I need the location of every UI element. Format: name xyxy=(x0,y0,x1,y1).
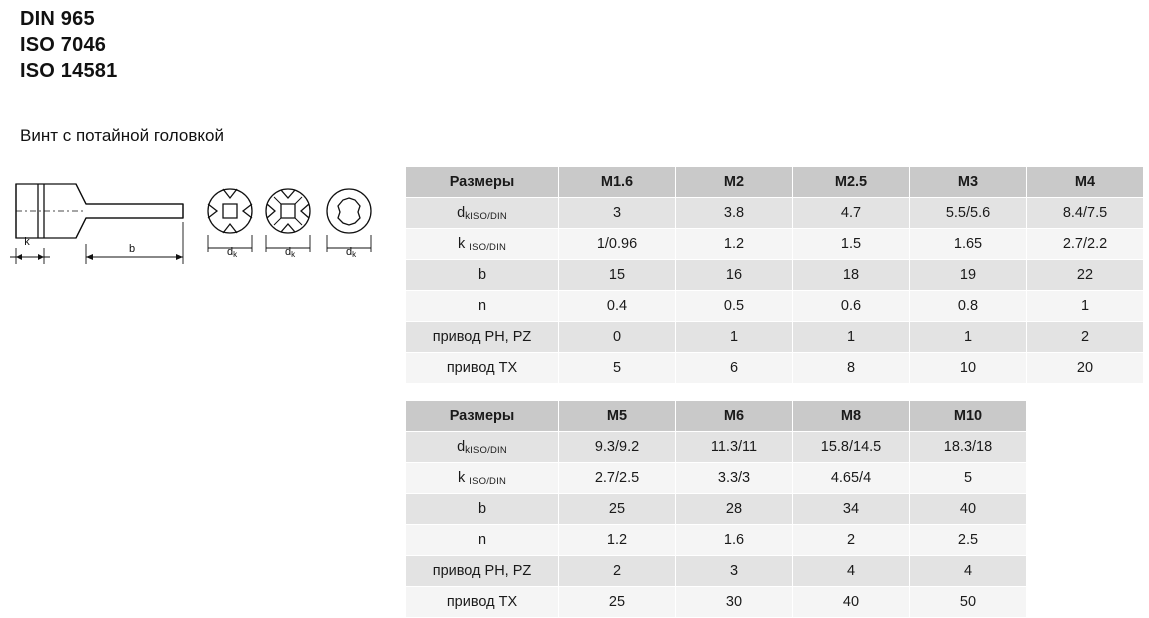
table-row xyxy=(406,291,1144,322)
table1-row0-col2: 4.7 xyxy=(793,198,910,229)
table-row xyxy=(406,322,1144,353)
table2-row5-col3: 50 xyxy=(910,587,1027,618)
table-row xyxy=(406,229,1144,260)
table1-row2-col4: 22 xyxy=(1027,260,1144,291)
table2-row2-col0: 25 xyxy=(559,494,676,525)
table1-row2-col2: 18 xyxy=(793,260,910,291)
table1-row3-col1: 0.5 xyxy=(676,291,793,322)
table1-row2-col1: 16 xyxy=(676,260,793,291)
table-row xyxy=(406,260,1144,291)
table1-row2-col0: 15 xyxy=(559,260,676,291)
table2-row3-col0: 1.2 xyxy=(559,525,676,556)
countersunk-screw-side-view xyxy=(16,184,183,238)
standard-din965: DIN 965 xyxy=(20,8,95,30)
dimension-label-b: b xyxy=(128,243,136,255)
table1-row4-col3: 1 xyxy=(910,322,1027,353)
table1-row2-label: b xyxy=(406,260,559,291)
table-header-row xyxy=(406,401,1027,432)
table-row xyxy=(406,494,1027,525)
spec-table-1 xyxy=(405,166,1144,384)
table-row xyxy=(406,198,1144,229)
table1-header-m2: M2 xyxy=(676,167,793,198)
table2-row1-col1: 3.3/3 xyxy=(676,463,793,494)
table1-row4-col4: 2 xyxy=(1027,322,1144,353)
drawing-svg xyxy=(8,160,393,280)
screw-technical-drawing xyxy=(8,160,393,280)
table-row xyxy=(406,432,1027,463)
spec-table-2 xyxy=(405,400,1027,618)
table2-header-m6: M6 xyxy=(676,401,793,432)
spec-table-2-wrapper xyxy=(405,400,1027,618)
table1-row5-col0: 5 xyxy=(559,353,676,384)
table1-row3-col0: 0.4 xyxy=(559,291,676,322)
table1-row5-label: привод TX xyxy=(406,353,559,384)
table2-header-m10: M10 xyxy=(910,401,1027,432)
dimension-label-k: k xyxy=(24,236,30,248)
phillips-drive-head xyxy=(208,189,252,233)
table2-row3-col2: 2 xyxy=(793,525,910,556)
table2-row3-col1: 1.6 xyxy=(676,525,793,556)
table2-header-m5: M5 xyxy=(559,401,676,432)
table2-row4-col0: 2 xyxy=(559,556,676,587)
table-row xyxy=(406,463,1027,494)
table2-row5-col2: 40 xyxy=(793,587,910,618)
table2-row3-label: n xyxy=(406,525,559,556)
standard-iso7046: ISO 7046 xyxy=(20,34,107,56)
table2-row5-col0: 25 xyxy=(559,587,676,618)
table2-row1-col3: 5 xyxy=(910,463,1027,494)
table1-row3-col2: 0.6 xyxy=(793,291,910,322)
table1-header-m1-6: M1.6 xyxy=(559,167,676,198)
table1-row5-col2: 8 xyxy=(793,353,910,384)
table2-row4-col3: 4 xyxy=(910,556,1027,587)
table1-row4-label: привод PH, PZ xyxy=(406,322,559,353)
table1-row1-col1: 1.2 xyxy=(676,229,793,260)
page-subtitle: Винт с потайной головкой xyxy=(20,126,224,145)
table2-row4-col2: 4 xyxy=(793,556,910,587)
table-row xyxy=(406,556,1027,587)
table2-row4-label: привод PH, PZ xyxy=(406,556,559,587)
table-row xyxy=(406,525,1027,556)
table2-row0-col0: 9.3/9.2 xyxy=(559,432,676,463)
spec-table-1-wrapper xyxy=(405,166,1144,384)
torx-drive-head xyxy=(327,189,371,233)
table2-row1-col2: 4.65/4 xyxy=(793,463,910,494)
table1-row0-col1: 3.8 xyxy=(676,198,793,229)
table2-row0-label: dkISO/DIN xyxy=(406,432,559,463)
table1-row0-col4: 8.4/7.5 xyxy=(1027,198,1144,229)
table2-header-m8: M8 xyxy=(793,401,910,432)
table1-row1-col2: 1.5 xyxy=(793,229,910,260)
table1-row4-col0: 0 xyxy=(559,322,676,353)
table2-row1-label: k ISO/DIN xyxy=(406,463,559,494)
table1-header-m3: M3 xyxy=(910,167,1027,198)
table1-row4-col1: 1 xyxy=(676,322,793,353)
table1-row3-label: n xyxy=(406,291,559,322)
table1-header-m2-5: M2.5 xyxy=(793,167,910,198)
pozidriv-drive-head xyxy=(266,189,310,233)
table1-row1-col0: 1/0.96 xyxy=(559,229,676,260)
table1-row5-col4: 20 xyxy=(1027,353,1144,384)
table1-row5-col3: 10 xyxy=(910,353,1027,384)
table-header-row xyxy=(406,167,1144,198)
table1-row1-col3: 1.65 xyxy=(910,229,1027,260)
dimension-label-dk-2: dk xyxy=(285,246,296,259)
table2-row1-col0: 2.7/2.5 xyxy=(559,463,676,494)
table2-header-dimensions: Размеры xyxy=(406,401,559,432)
table1-header-dimensions: Размеры xyxy=(406,167,559,198)
table1-row1-label: k ISO/DIN xyxy=(406,229,559,260)
table-row xyxy=(406,353,1144,384)
table2-row0-col1: 11.3/11 xyxy=(676,432,793,463)
table1-row0-label: dkISO/DIN xyxy=(406,198,559,229)
table1-row1-col4: 2.7/2.2 xyxy=(1027,229,1144,260)
table1-row0-col0: 3 xyxy=(559,198,676,229)
table1-row3-col3: 0.8 xyxy=(910,291,1027,322)
dimension-label-dk-3: dk xyxy=(346,246,357,259)
table1-row3-col4: 1 xyxy=(1027,291,1144,322)
table2-row2-col1: 28 xyxy=(676,494,793,525)
table2-row4-col1: 3 xyxy=(676,556,793,587)
table1-row5-col1: 6 xyxy=(676,353,793,384)
standards-list xyxy=(20,6,117,84)
table2-row5-col1: 30 xyxy=(676,587,793,618)
table-row xyxy=(406,587,1027,618)
table2-row3-col3: 2.5 xyxy=(910,525,1027,556)
dimension-label-dk-1: dk xyxy=(227,246,238,259)
table2-row0-col2: 15.8/14.5 xyxy=(793,432,910,463)
table2-row2-label: b xyxy=(406,494,559,525)
table1-row4-col2: 1 xyxy=(793,322,910,353)
table2-row2-col2: 34 xyxy=(793,494,910,525)
table1-header-m4: M4 xyxy=(1027,167,1144,198)
table2-row0-col3: 18.3/18 xyxy=(910,432,1027,463)
table1-row2-col3: 19 xyxy=(910,260,1027,291)
table2-row2-col3: 40 xyxy=(910,494,1027,525)
standard-iso14581: ISO 14581 xyxy=(20,60,118,82)
table2-row5-label: привод TX xyxy=(406,587,559,618)
table1-row0-col3: 5.5/5.6 xyxy=(910,198,1027,229)
